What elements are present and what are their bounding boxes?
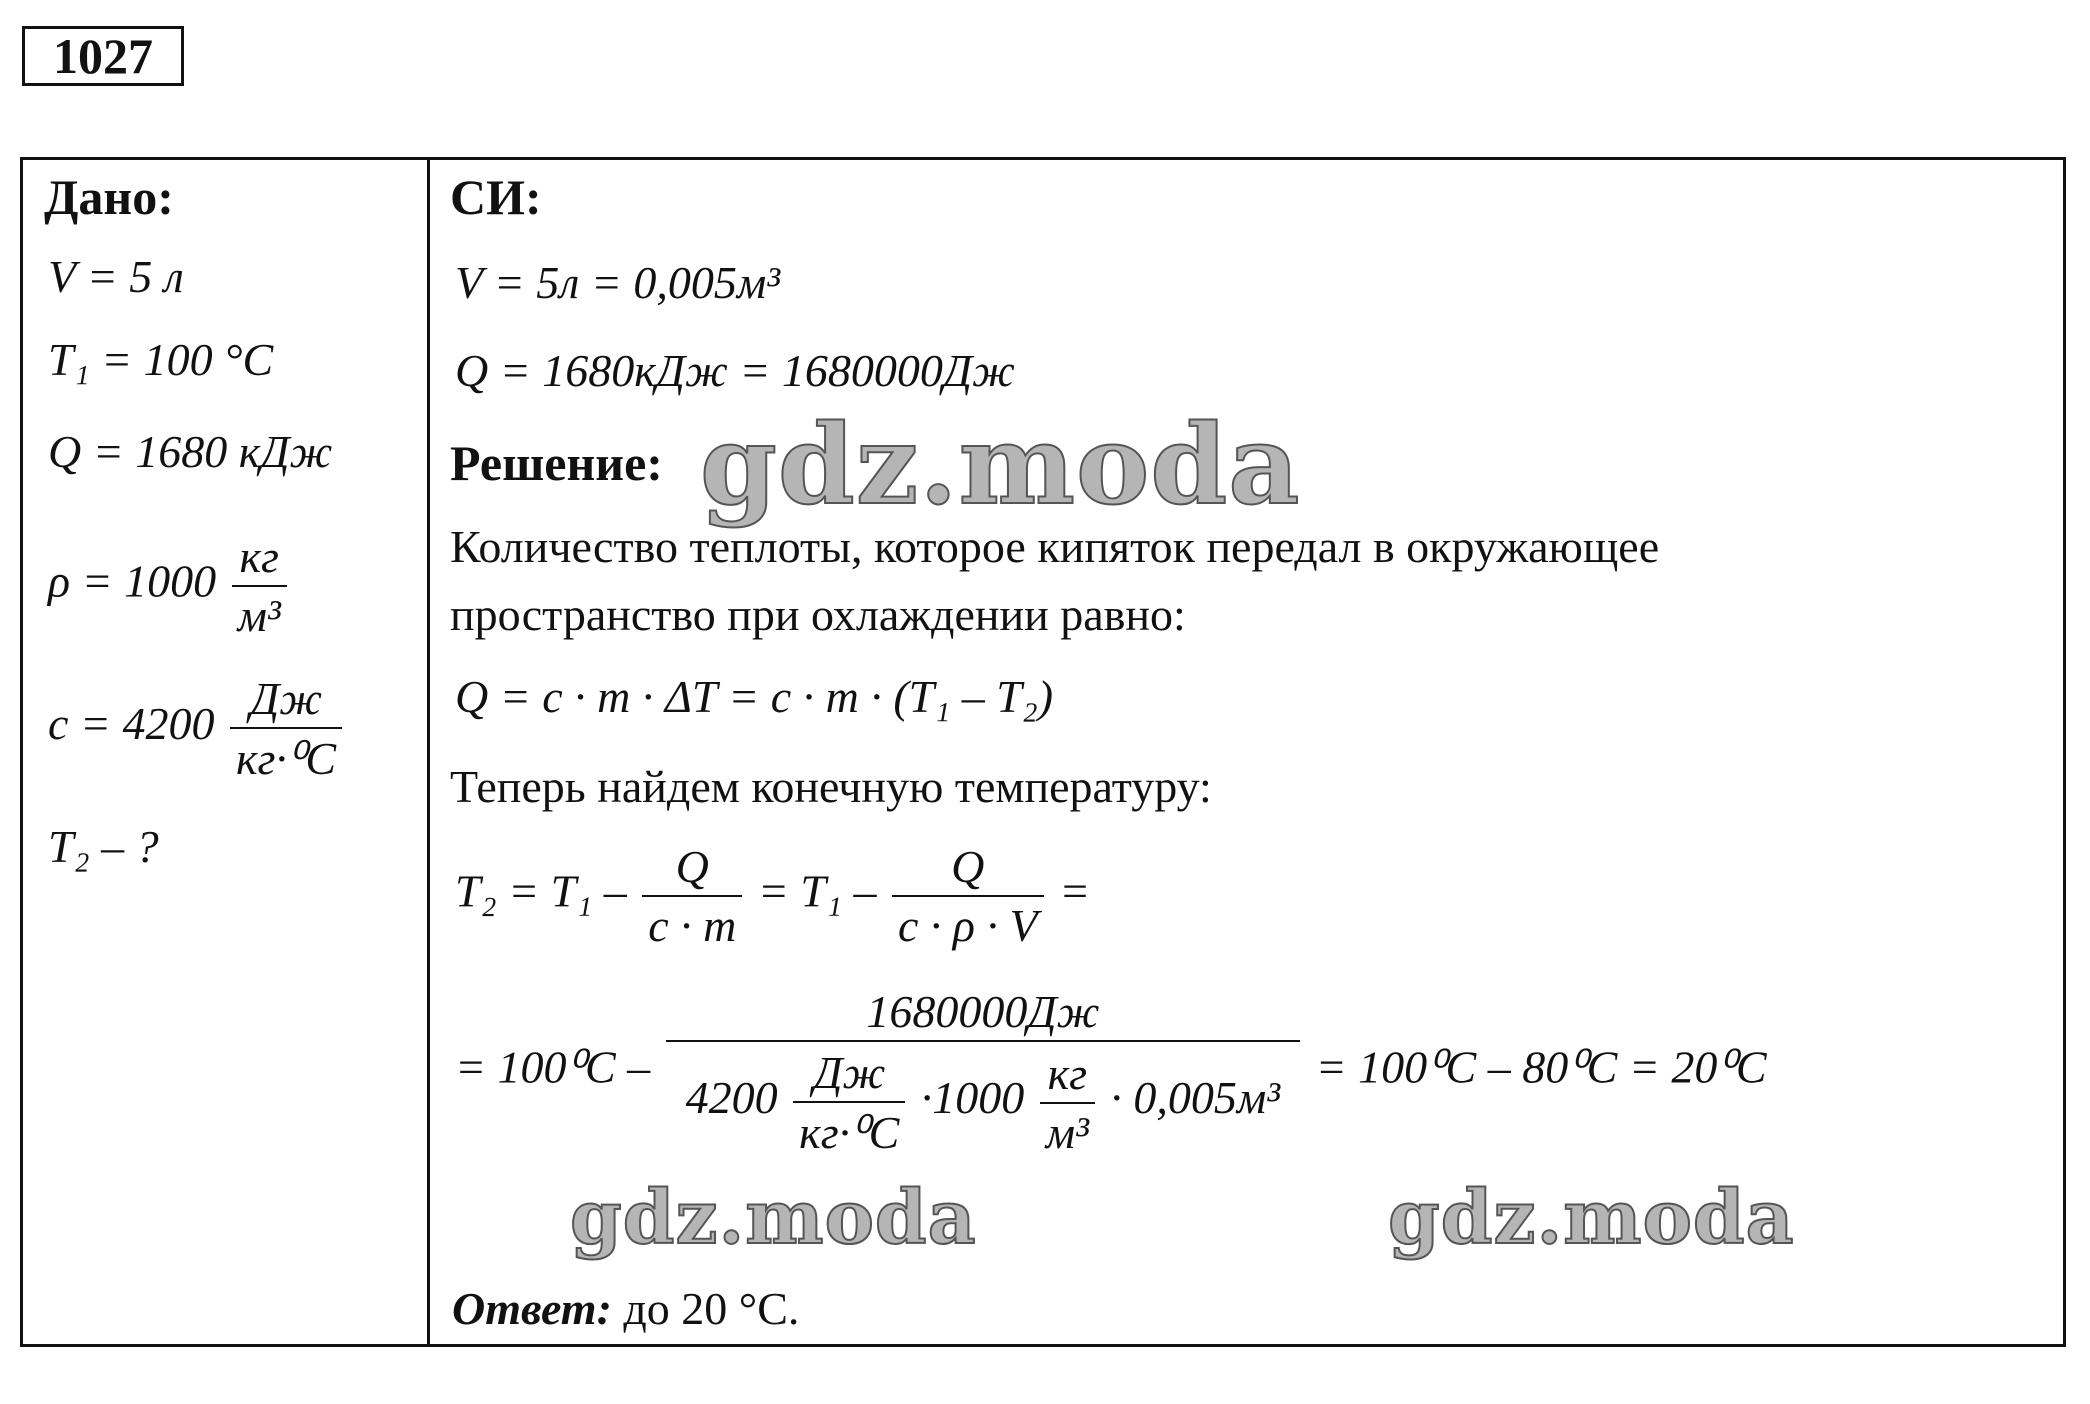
answer-value: до 20 °C. <box>623 1283 800 1334</box>
formula-t2 <box>455 840 1090 952</box>
formula-t2-end: = <box>1059 865 1091 917</box>
calc-rhs: = 100⁰C – 80⁰C = 20⁰C <box>1315 1041 1767 1093</box>
formula-heat: Q = c · m · ΔT = c · m · (T₁ – T₂) <box>455 671 1054 722</box>
calc-den-frac2 <box>1040 1047 1095 1159</box>
problem-number: 1027 <box>22 26 184 86</box>
density-unit-fraction <box>232 530 287 642</box>
answer-line <box>452 1282 799 1335</box>
calc-lhs: = 100⁰C – <box>455 1041 651 1093</box>
si-volume: V = 5л = 0,005м³ <box>455 257 781 308</box>
density-unit-num: кг <box>239 531 279 582</box>
watermark-bottom-right: gdz.moda <box>1388 1175 1795 1261</box>
formula-t2-lhs: T₂ = T₁ – <box>455 865 627 917</box>
calc-den-frac1-den: кг·⁰C <box>793 1101 905 1159</box>
given-heat: Q = 1680 кДж <box>48 426 333 477</box>
calc-den-frac2-num: кг <box>1047 1047 1088 1099</box>
si-header: СИ: <box>450 169 542 225</box>
calc-den <box>666 1040 1300 1159</box>
formula-t2-frac2 <box>892 840 1044 952</box>
formula-t2-mid: = T₁ – <box>757 865 877 917</box>
frac2-num: Q <box>951 841 985 892</box>
solution-text-1: Количество теплоты, которое кипяток передал в окружающее <box>450 521 1660 572</box>
specific-heat-unit-den: кг·⁰C <box>230 727 342 785</box>
watermark-bottom-left: gdz.moda <box>570 1175 977 1261</box>
calc-den-frac1 <box>793 1046 905 1159</box>
calc-den-frac2-den: м³ <box>1040 1102 1095 1159</box>
frac1-num: Q <box>675 841 709 892</box>
calc-den-b: ·1000 <box>920 1072 1025 1124</box>
formula-calc <box>455 985 1767 1159</box>
given-density <box>48 530 291 642</box>
si-heat: Q = 1680кДж = 1680000Дж <box>455 345 1015 396</box>
calc-fraction <box>666 985 1300 1159</box>
watermark-top: gdz.moda <box>700 400 1301 529</box>
column-divider <box>427 157 430 1347</box>
given-specific-heat <box>48 672 346 785</box>
density-lhs: ρ = 1000 <box>48 555 217 607</box>
given-volume: V = 5 л <box>48 251 184 302</box>
specific-heat-unit-num: Дж <box>249 673 323 724</box>
calc-den-c: · 0,005м³ <box>1110 1072 1281 1124</box>
specific-heat-unit-fraction <box>230 672 342 785</box>
given-temp1: T₁ = 100 °C <box>48 334 274 385</box>
calc-den-a: 4200 <box>685 1072 778 1124</box>
solution-header: Решение: <box>450 435 663 491</box>
calc-den-frac1-num: Дж <box>813 1047 886 1098</box>
frac1-den: c · m <box>642 895 742 952</box>
answer-label: Ответ: <box>452 1283 612 1334</box>
calc-num: 1680000Дж <box>866 986 1100 1037</box>
specific-heat-lhs: c = 4200 <box>48 698 215 750</box>
density-unit-den: м³ <box>232 585 287 642</box>
frac2-den: c · ρ · V <box>892 895 1044 952</box>
solution-text-3: Теперь найдем конечную температуру: <box>450 761 1212 812</box>
solution-text-2: пространство при охлаждении равно: <box>450 589 1186 640</box>
formula-t2-frac1 <box>642 840 742 952</box>
given-unknown: T₂ – ? <box>48 821 159 872</box>
given-header: Дано: <box>44 169 174 225</box>
